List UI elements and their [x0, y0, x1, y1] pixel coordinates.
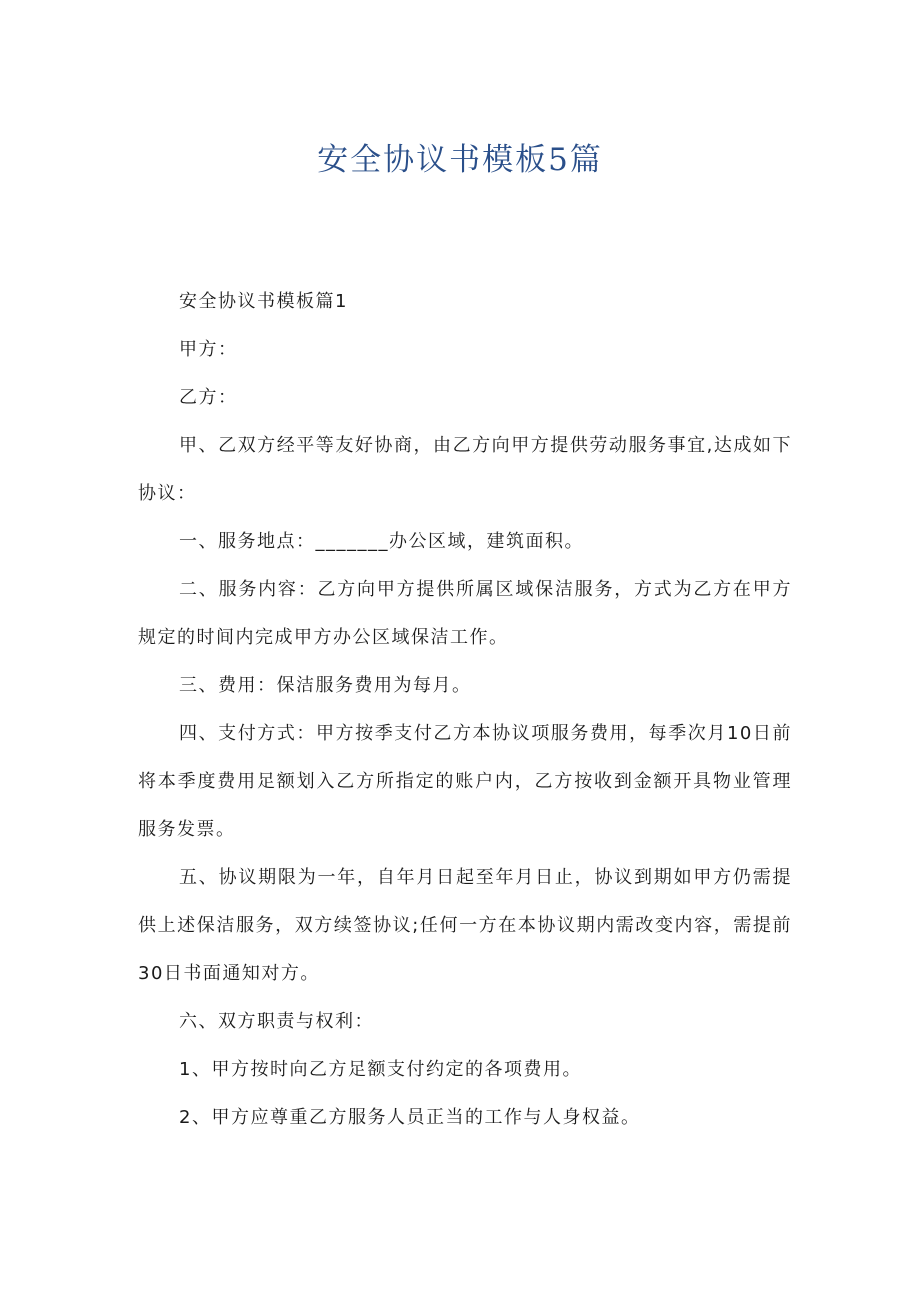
clause-4-paragraph: 四、支付方式：甲方按季支付乙方本协议项服务费用，每季次月10日前将本季度费用足额划入乙方所指定的账户内，乙方按收到金额开具物业管理服务发票。 [138, 723, 792, 840]
clause-1-paragraph: 一、服务地点：_______办公区域，建筑面积。 [179, 531, 584, 552]
clause-6-heading: 六、双方职责与权利： [179, 1011, 374, 1032]
preamble-paragraph: 甲、乙双方经平等友好协商，由乙方向甲方提供劳动服务事宜,达成如下协议： [138, 435, 792, 504]
party-a-line: 甲方： [179, 339, 238, 360]
party-b-line: 乙方： [179, 387, 238, 408]
section-heading: 安全协议书模板篇1 [179, 291, 348, 312]
clause-3-paragraph: 三、费用：保洁服务费用为每月。 [179, 675, 472, 696]
clause-2-paragraph: 二、服务内容：乙方向甲方提供所属区域保洁服务，方式为乙方在甲方规定的时间内完成甲方办公区域保洁工作。 [138, 579, 792, 648]
clause-6-item-2: 2、甲方应尊重乙方服务人员正当的工作与人身权益。 [179, 1107, 641, 1128]
clause-5-paragraph: 五、协议期限为一年，自年月日起至年月日止，协议到期如甲方仍需提供上述保洁服务，双方续签协议;任何一方在本协议期内需改变内容，需提前30日书面通知对方。 [138, 867, 792, 984]
clause-6-item-1: 1、甲方按时向乙方足额支付约定的各项费用。 [179, 1059, 582, 1080]
document-title: 安全协议书模板5篇 [317, 142, 603, 178]
